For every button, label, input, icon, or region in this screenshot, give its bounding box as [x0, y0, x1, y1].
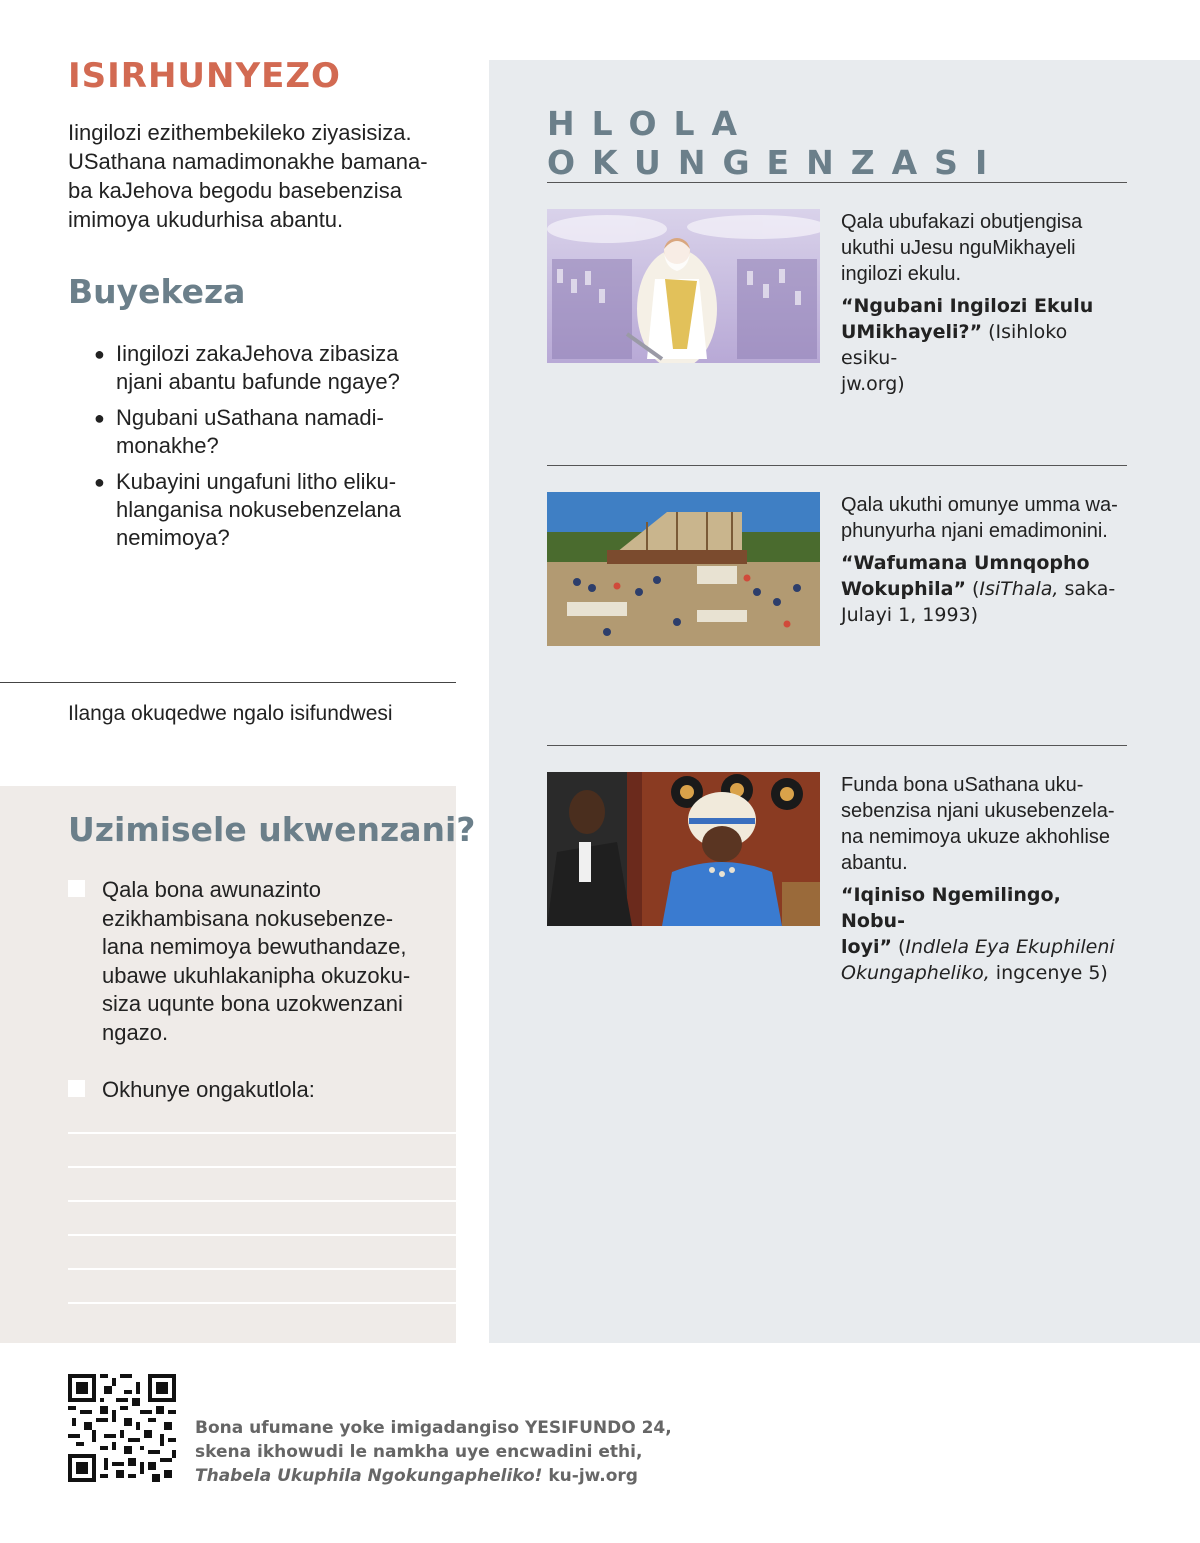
construction-crowd-image: [547, 492, 820, 646]
resource-title[interactable]: loyi”: [841, 936, 892, 958]
resource-description-line: Funda bona uSathana uku-: [841, 774, 1084, 796]
decision-line: ngazo.: [102, 1019, 169, 1045]
book-title: Thabela Ukuphila Ngokungapheliko!: [195, 1466, 543, 1486]
resource-reference[interactable]: [841, 293, 1127, 397]
resource-description-line: sebenzisa njani ukusebenzela-: [841, 800, 1115, 822]
resource-text: [841, 772, 1127, 986]
resource-title[interactable]: Wokuphila”: [841, 578, 966, 600]
checkbox-icon[interactable]: [68, 1080, 85, 1097]
completion-date-label: Ilanga okuqedwe ngalo isifundwesi: [68, 702, 393, 725]
resource-text: [841, 492, 1127, 628]
summary-line: USathana namadimonakhe bamana-: [68, 149, 428, 174]
qr-code-icon[interactable]: [68, 1374, 176, 1482]
review-item-line: nemimoya?: [116, 525, 230, 550]
resource-source-title: Okungapheliko,: [841, 962, 990, 984]
review-list: [94, 340, 434, 560]
writing-line[interactable]: [68, 1268, 456, 1270]
review-item-line: Kubayini ungafuni litho eliku-: [116, 469, 397, 494]
footer-line: skena ikhowudi le namkha uye encwadini ethi,: [195, 1442, 643, 1462]
bullet-icon: ●: [94, 472, 105, 492]
decision-line: siza uqunte bona uzokwenzani: [102, 991, 403, 1016]
writing-line[interactable]: [68, 1234, 456, 1236]
resource-source-title: Indlela Eya Ekuphileni: [905, 936, 1115, 958]
resource-source-title: IsiThala,: [979, 578, 1059, 600]
review-item-line: njani abantu bafunde ngaye?: [116, 369, 400, 394]
resource-description: [841, 492, 1127, 544]
bullet-icon: ●: [94, 408, 105, 428]
summary-line: Iingilozi ezithembekileko ziyasisiza.: [68, 120, 412, 145]
review-item-line: Iingilozi zakaJehova zibasiza: [116, 341, 399, 366]
resource-description-line: ingilozi ekulu.: [841, 263, 962, 285]
resource-description-line: Qala ukuthi omunye umma wa-: [841, 494, 1118, 516]
summary-line: imimoya ukudurhisa abantu.: [68, 207, 344, 232]
summary-text: [68, 118, 458, 234]
decision-item[interactable]: [68, 876, 428, 1047]
divider: [0, 682, 456, 683]
healer-visit-image: [547, 772, 820, 926]
resource-source: (: [891, 936, 906, 958]
resource-reference[interactable]: [841, 550, 1127, 628]
review-item-line: monakhe?: [116, 433, 219, 458]
resource-text: [841, 209, 1127, 397]
decision-line: ezikhambisana nokusebenze-: [102, 905, 394, 931]
resource-description-line: na nemimoya ukuze akhohlise: [841, 826, 1111, 848]
resource-source: (: [965, 578, 980, 600]
resource-description-line: Qala ubufakazi obutjengisa: [841, 211, 1083, 233]
resource-title[interactable]: UMikhayeli?”: [841, 321, 983, 343]
review-item: [94, 340, 434, 396]
divider: [547, 465, 1127, 466]
resource-title[interactable]: “Iqiniso Ngemilingo, Nobu-: [841, 884, 1061, 932]
resource-source: saka-: [1058, 578, 1116, 600]
writing-line[interactable]: [68, 1132, 456, 1134]
resource-source: Julayi 1, 1993): [841, 604, 979, 626]
divider: [547, 745, 1127, 746]
resource-description: [841, 772, 1127, 876]
review-heading: Buyekeza: [68, 272, 246, 311]
decision-line: Qala bona awunazinto: [102, 877, 321, 902]
decision-line: Okhunye ongakutlola:: [102, 1077, 315, 1102]
writing-line[interactable]: [68, 1166, 456, 1168]
resource-reference[interactable]: [841, 882, 1127, 986]
archangel-michael-image: [547, 209, 820, 363]
decision-item[interactable]: [68, 1076, 428, 1105]
bullet-icon: ●: [94, 344, 105, 364]
decision-item-text: [102, 876, 428, 1047]
resource-description-line: abantu.: [841, 852, 908, 874]
resource-description-line: phunyurha njani emadimonini.: [841, 520, 1108, 542]
resource-source: jw.org): [841, 373, 905, 395]
decision-line: ubawe ukuhlakanipha okuzoku-: [102, 962, 411, 988]
review-item-line: hlanganisa nokusebenzelana: [116, 497, 402, 522]
explore-heading: HLOLA OKUNGENZASI: [547, 104, 1005, 182]
decision-heading: Uzimisele ukwenzani?: [68, 810, 476, 849]
decision-line: lana nemimoya bewuthandaze,: [102, 934, 407, 959]
review-item: [94, 468, 434, 552]
decision-panel: [0, 786, 456, 1343]
resource-title[interactable]: “Wafumana Umnqopho: [841, 552, 1090, 574]
resource-source: (Isihloko esiku-: [841, 321, 1068, 369]
resource-description: [841, 209, 1127, 287]
checkbox-icon[interactable]: [68, 880, 85, 897]
footer-text: [195, 1416, 672, 1488]
divider: [547, 182, 1127, 183]
footer-line: Bona ufumane yoke imigadangiso YESIFUNDO 24,: [195, 1418, 672, 1438]
resource-source: ingcenye 5): [989, 962, 1108, 984]
resource-description-line: ukuthi uJesu nguMikhayeli: [841, 237, 1076, 259]
review-item: [94, 404, 434, 460]
writing-line[interactable]: [68, 1200, 456, 1202]
summary-line: ba kaJehova begodu basebenzisa: [68, 178, 402, 203]
review-item-line: Ngubani uSathana namadi-: [116, 405, 384, 430]
resource-title[interactable]: “Ngubani Ingilozi Ekulu: [841, 295, 1094, 317]
summary-heading: ISIRHUNYEZO: [68, 56, 341, 96]
footer-link[interactable]: ku-jw.org: [542, 1466, 638, 1486]
writing-line[interactable]: [68, 1302, 456, 1304]
